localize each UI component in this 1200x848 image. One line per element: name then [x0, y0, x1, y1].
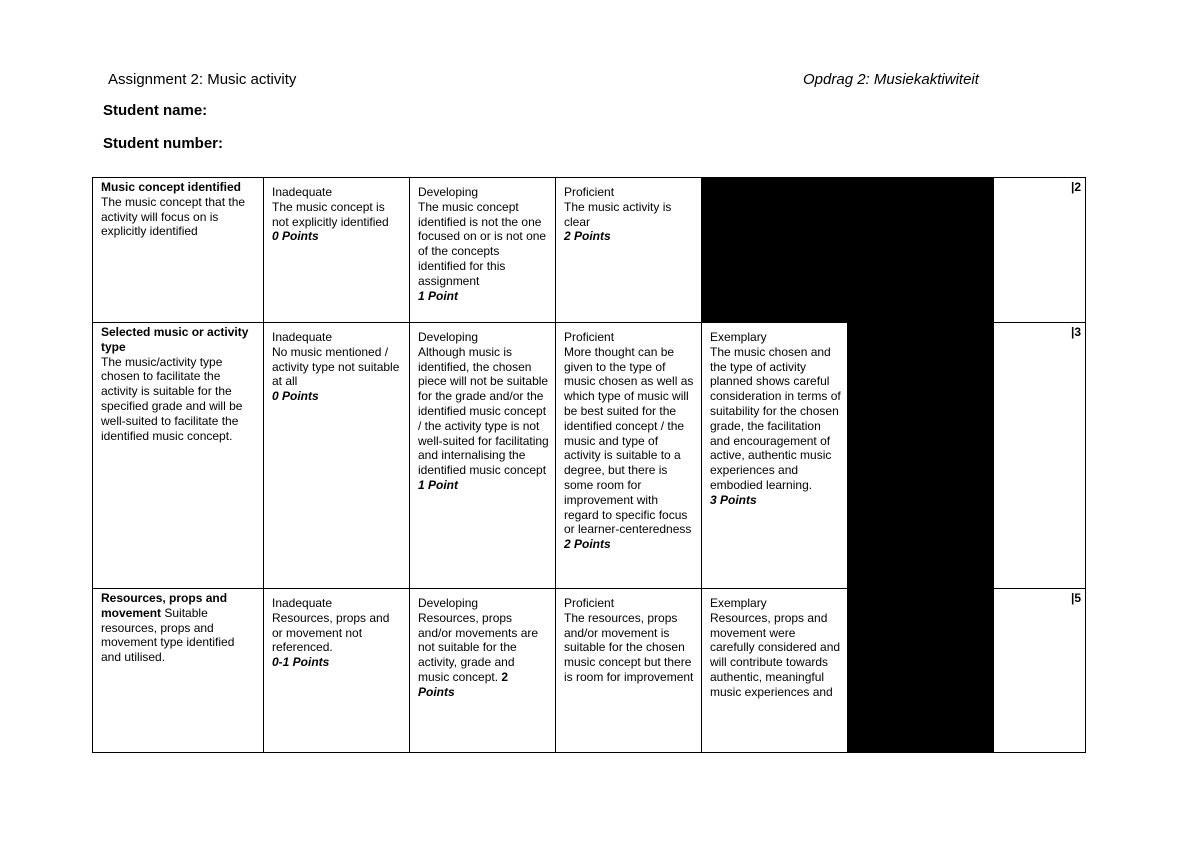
level-inadequate-cell [264, 178, 410, 323]
level-inadequate-cell [264, 323, 410, 589]
level-name: Proficient [564, 596, 615, 610]
criterion-title: Selected music or activity type [101, 325, 249, 354]
level-points: 1 Point [418, 477, 459, 492]
level-inadequate-cell [264, 589, 410, 753]
level-name: Developing [418, 185, 479, 199]
level-name: Proficient [564, 185, 615, 199]
rubric-row-resources-props-movement [93, 589, 1086, 753]
level-description: More thought can be given to the type of music chosen as well as which type of music will be best suited for the identified concept / the music and type of activity is suitable to a degree, but there is some room for improvement with regard to specific focus or learner-centeredness [564, 344, 694, 537]
level-points: 2 Points [564, 229, 611, 244]
rubric-row-music-concept [93, 178, 1086, 323]
level-description: The music concept is not explicitly identified [272, 199, 389, 229]
criterion-description: Suitable resources, props and movement type identified and utilised. [101, 605, 235, 665]
level-points: 0 Points [272, 229, 319, 244]
blacked-out-cell [848, 589, 994, 753]
criterion-title: Resources, props and movement [101, 591, 228, 620]
score-cell: |3 [994, 323, 1086, 589]
level-name: Inadequate [272, 330, 333, 344]
level-name: Exemplary [710, 596, 767, 610]
criterion-cell [93, 323, 264, 589]
score-cell: |2 [994, 178, 1086, 323]
level-name: Inadequate [272, 596, 333, 610]
level-description: The music activity is clear [564, 199, 672, 229]
level-description: Although music is identified, the chosen piece will not be suitable for the grade and/or the identified music concept / the activity type is not well-suited for facilitating and internalising the identified music concept [418, 344, 549, 478]
level-points: 3 Points [710, 492, 757, 507]
level-name: Developing [418, 330, 479, 344]
blacked-out-cell [848, 323, 994, 589]
assignment-title: Assignment 2: Music activity [108, 71, 297, 88]
level-proficient-cell [556, 323, 702, 589]
level-name: Proficient [564, 330, 615, 344]
level-description: Resources, props and movement were carefully considered and will contribute towards authentic, meaningful music experiences and [710, 610, 841, 699]
score-cell: |5 [994, 589, 1086, 753]
level-points: 0-1 Points [272, 655, 330, 670]
level-proficient-cell [556, 178, 702, 323]
level-description: The music concept identified is not the one focused on or is not one of the concepts identified for this assignment [418, 199, 547, 288]
level-developing-cell [410, 323, 556, 589]
level-description: Resources, props and/or movements are not suitable for the activity, grade and music concept. [418, 610, 539, 684]
criterion-cell [93, 178, 264, 323]
rubric-table [92, 177, 1086, 753]
level-description: No music mentioned / activity type not suitable at all [272, 344, 400, 389]
assignment-title-afrikaans: Opdrag 2: Musiekaktiwiteit [803, 71, 979, 88]
criterion-cell [93, 589, 264, 753]
level-developing-cell [410, 589, 556, 753]
level-proficient-cell [556, 589, 702, 753]
level-points: 2 Points [564, 537, 611, 552]
level-points: 1 Point [418, 288, 459, 303]
level-exemplary-cell [702, 323, 848, 589]
rubric-row-music-activity-type [93, 323, 1086, 589]
level-points: 0 Points [272, 389, 319, 404]
level-description: The music chosen and the type of activity planned shows careful consideration in terms of suitability for the chosen grade, the facilitation and encouragement of active, authentic music experiences and embodied learning. [710, 344, 841, 492]
blacked-out-cell [702, 178, 994, 323]
level-name: Developing [418, 596, 479, 610]
level-description: The resources, props and/or movement is suitable for the chosen music concept but there is room for improvement [564, 610, 694, 684]
level-points-word: Points [418, 684, 455, 699]
criterion-description: The music concept that the activity will focus on is explicitly identified [101, 194, 246, 239]
level-exemplary-cell [702, 589, 848, 753]
level-name: Exemplary [710, 330, 767, 344]
level-name: Inadequate [272, 185, 333, 199]
criterion-description: The music/activity type chosen to facilitate the activity is suitable for the specified grade and will be well-suited to facilitate the identified music concept. [101, 354, 243, 443]
level-points-number: 2 [501, 669, 509, 684]
criterion-title: Music concept identified [101, 180, 242, 194]
level-description: Resources, props and or movement not referenced. [272, 610, 390, 655]
student-name-label: Student name: [103, 102, 208, 119]
student-number-label: Student number: [103, 135, 223, 152]
level-developing-cell [410, 178, 556, 323]
